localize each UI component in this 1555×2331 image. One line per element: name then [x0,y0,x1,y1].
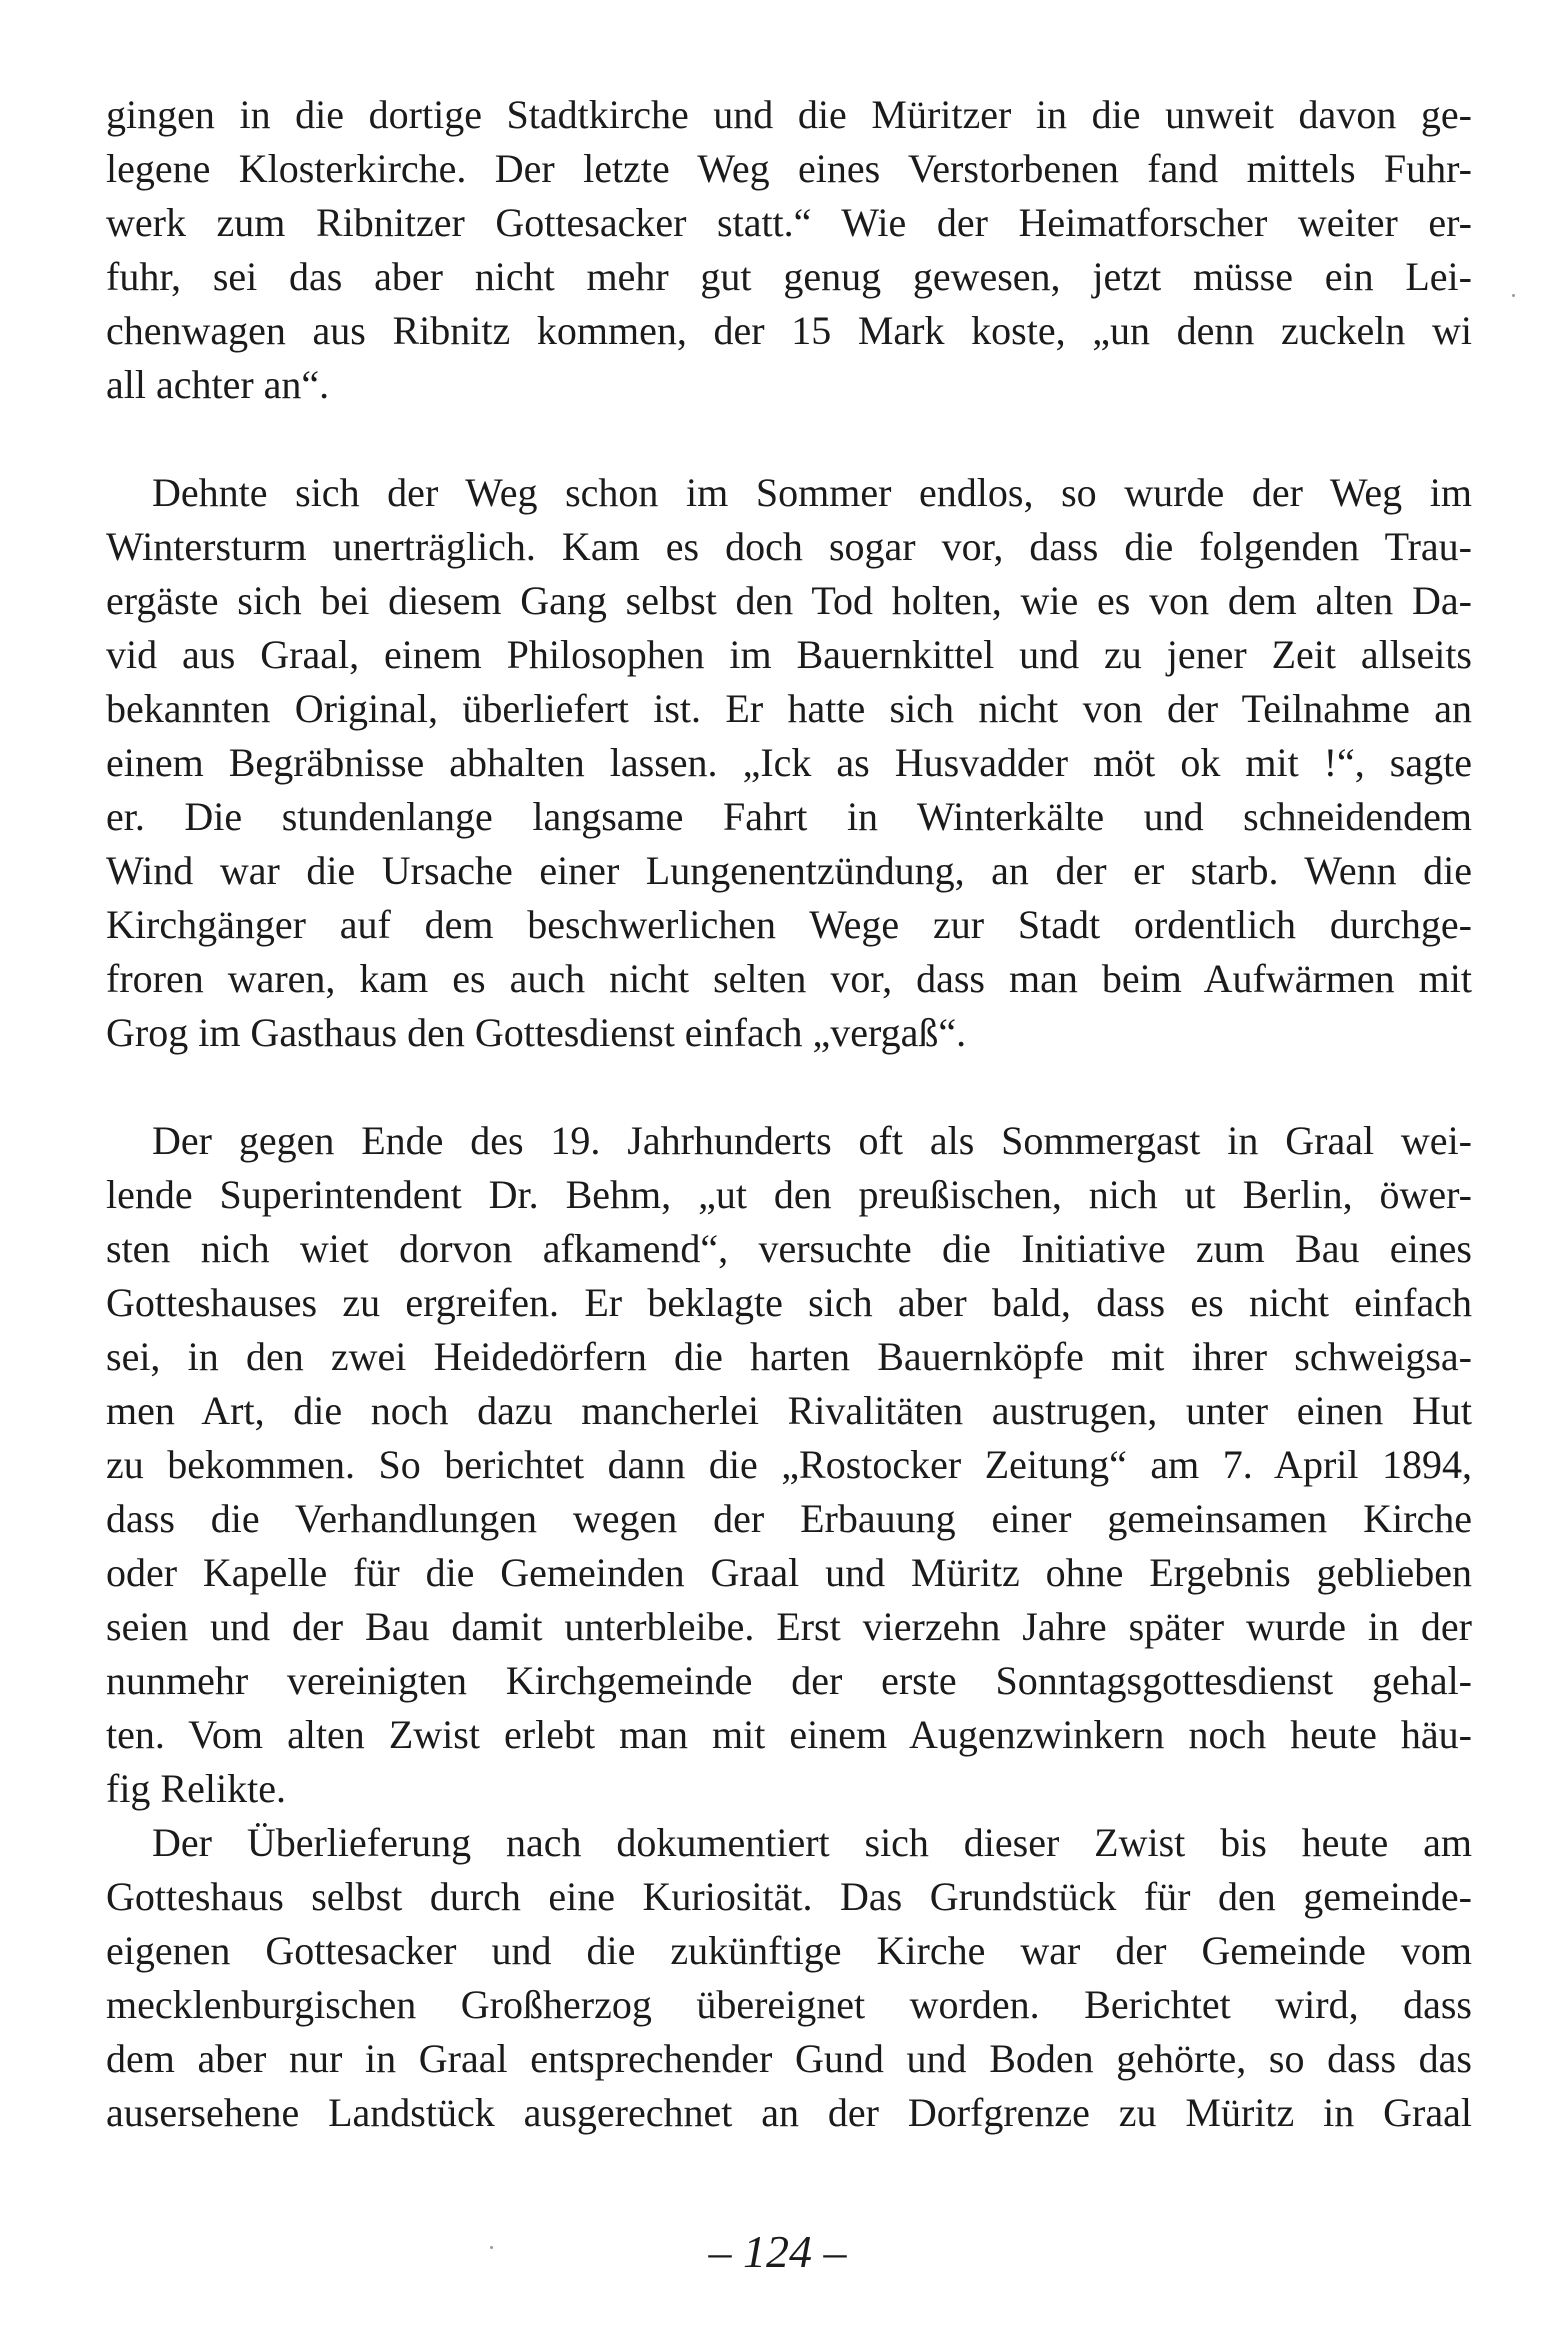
text-line: werk zum Ribnitzer Gottesacker statt.“ Wie der Heimatforscher weiter er- [106,200,1472,245]
text-line: legene Klosterkirche. Der letzte Weg eines Verstorbenen fand mittels Fuhr- [106,146,1472,191]
text-line: men Art, die noch dazu mancherlei Rivalitäten austrugen, unter einen Hut [106,1388,1472,1433]
text-line: nunmehr vereinigten Kirchgemeinde der erste Sonntagsgottesdienst gehal- [106,1658,1472,1703]
text-line: fuhr, sei das aber nicht mehr gut genug gewesen, jetzt müsse ein Lei- [106,254,1472,299]
text-line: lende Superintendent Dr. Behm, „ut den preußischen, nich ut Berlin, öwer- [106,1172,1472,1217]
paragraph-2 [106,466,1472,1060]
text-line: vid aus Graal, einem Philosophen im Bauernkittel und zu jener Zeit allseits [106,632,1472,677]
text-line: mecklenburgischen Großherzog übereignet worden. Berichtet wird, dass [106,1982,1472,2027]
text-line: sei, in den zwei Heidedörfern die harten Bauernköpfe mit ihrer schweigsa- [106,1334,1472,1379]
page-number: – 124 – [708,2226,847,2277]
paragraph-3 [106,1114,1472,1816]
paragraph-spacer [106,412,1472,466]
scan-speck [1512,294,1515,297]
text-line: Wind war die Ursache einer Lungenentzündung, an der er starb. Wenn die [106,848,1472,893]
text-line: chenwagen aus Ribnitz kommen, der 15 Mark koste, „un denn zuckeln wi [106,308,1472,353]
text-line: Der gegen Ende des 19. Jahrhunderts oft als Sommergast in Graal wei- [152,1118,1472,1163]
text-line: Grog im Gasthaus den Gottesdienst einfach „vergaß“. [106,1010,967,1055]
text-line: Der Überlieferung nach dokumentiert sich dieser Zwist bis heute am [152,1820,1472,1865]
paragraph-4 [106,1816,1472,2140]
text-line: fig Relikte. [106,1766,286,1811]
text-line: ausersehene Landstück ausgerechnet an der Dorfgrenze zu Müritz in Graal [106,2090,1472,2135]
text-line: Wintersturm unerträglich. Kam es doch sogar vor, dass die folgenden Trau- [106,524,1472,569]
text-line: zu bekommen. So berichtet dann die „Rostocker Zeitung“ am 7. April 1894, [106,1442,1472,1487]
paragraph-spacer [106,1060,1472,1114]
text-line: Gotteshaus selbst durch eine Kuriosität. Das Grundstück für den gemeinde- [106,1874,1472,1919]
text-line: bekannten Original, überliefert ist. Er hatte sich nicht von der Teilnahme an [106,686,1472,731]
text-line: oder Kapelle für die Gemeinden Graal und Müritz ohne Ergebnis geblieben [106,1550,1472,1595]
text-line: sten nich wiet dorvon afkamend“, versuchte die Initiative zum Bau eines [106,1226,1472,1271]
text-line: all achter an“. [106,362,330,407]
text-line: dem aber nur in Graal entsprechender Gund und Boden gehörte, so dass das [106,2036,1472,2081]
paragraph-1 [106,88,1472,412]
body-text [106,88,1472,2140]
text-line: Kirchgänger auf dem beschwerlichen Wege zur Stadt ordentlich durchge- [106,902,1472,947]
text-line: er. Die stundenlange langsame Fahrt in Winterkälte und schneidendem [106,794,1472,839]
text-line: dass die Verhandlungen wegen der Erbauung einer gemeinsamen Kirche [106,1496,1472,1541]
text-line: einem Begräbnisse abhalten lassen. „Ick as Husvadder möt ok mit !“, sagte [106,740,1472,785]
text-line: ten. Vom alten Zwist erlebt man mit einem Augenzwinkern noch heute häu- [106,1712,1472,1757]
scan-speck [490,2246,493,2249]
text-line: eigenen Gottesacker und die zukünftige Kirche war der Gemeinde vom [106,1928,1472,1973]
text-line: Dehnte sich der Weg schon im Sommer endlos, so wurde der Weg im [152,470,1472,515]
text-line: Gotteshauses zu ergreifen. Er beklagte sich aber bald, dass es nicht einfach [106,1280,1472,1325]
text-line: froren waren, kam es auch nicht selten vor, dass man beim Aufwärmen mit [106,956,1472,1001]
text-line: ergäste sich bei diesem Gang selbst den Tod holten, wie es von dem alten Da- [106,578,1472,623]
text-line: gingen in die dortige Stadtkirche und die Müritzer in die unweit davon ge- [106,92,1472,137]
text-line: seien und der Bau damit unterbleibe. Erst vierzehn Jahre später wurde in der [106,1604,1472,1649]
